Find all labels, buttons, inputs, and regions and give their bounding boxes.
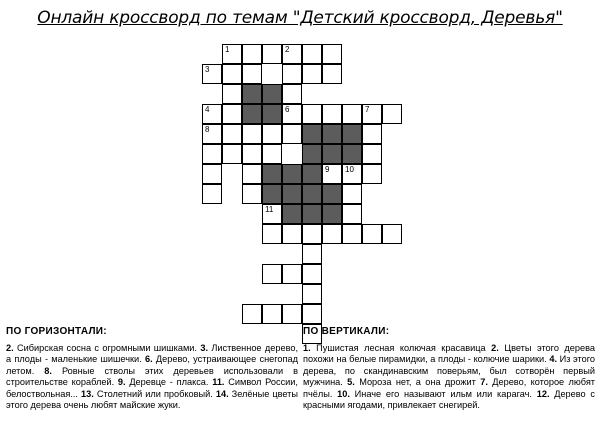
grid-cell-blocked	[242, 104, 262, 124]
clue-text: Дерево с красными ягодами, привлекает снегирей.	[303, 388, 595, 411]
grid-cell[interactable]	[282, 104, 302, 124]
grid-cell-blocked	[242, 84, 262, 104]
cell-number: 9	[325, 165, 330, 174]
clue-number: 4.	[549, 354, 557, 365]
grid-cell-blocked	[282, 204, 302, 224]
clue-text: Ровные стволы этих деревьев использовали в строительстве кораблей.	[6, 365, 298, 388]
grid-cell[interactable]	[242, 64, 262, 84]
clue-text: Столетний или пробковый.	[93, 388, 216, 399]
across-clue	[6, 343, 200, 353]
down-heading: ПО ВЕРТИКАЛИ:	[303, 326, 390, 337]
page-title: Онлайн кроссворд по темам "Детский кроссворд, Деревья"	[37, 8, 563, 28]
grid-cell[interactable]	[302, 244, 322, 264]
grid-cell[interactable]	[222, 44, 242, 64]
clue-number: 1.	[303, 343, 311, 353]
grid-cell-blocked	[262, 84, 282, 104]
grid-cell-blocked	[282, 184, 302, 204]
down-clue-list	[303, 343, 595, 411]
cell-number: 11	[265, 205, 274, 214]
grid-cell[interactable]	[282, 264, 302, 284]
down-section	[303, 326, 595, 411]
grid-cell[interactable]	[262, 224, 282, 244]
clue-text: Деревце - плакса.	[125, 377, 213, 388]
grid-cell[interactable]	[322, 44, 342, 64]
grid-cell[interactable]	[302, 44, 322, 64]
clue-number: 14.	[215, 388, 229, 399]
grid-cell[interactable]	[342, 184, 362, 204]
grid-cell[interactable]	[302, 224, 322, 244]
grid-cell[interactable]	[302, 284, 322, 304]
down-clue	[303, 343, 491, 353]
clue-number: 13.	[81, 388, 94, 399]
cell-number: 4	[205, 105, 210, 114]
grid-cell[interactable]	[222, 124, 242, 144]
grid-cell[interactable]	[242, 124, 262, 144]
clue-number: 7.	[480, 377, 488, 388]
grid-cell-blocked	[262, 164, 282, 184]
grid-cell[interactable]	[302, 304, 322, 324]
grid-cell[interactable]	[202, 104, 222, 124]
grid-cell-blocked	[302, 184, 322, 204]
clue-number: 11.	[212, 377, 225, 388]
grid-cell[interactable]	[322, 224, 342, 244]
grid-cell[interactable]	[242, 184, 262, 204]
grid-cell[interactable]	[282, 64, 302, 84]
grid-cell-blocked	[342, 124, 362, 144]
grid-cell-blocked	[282, 164, 302, 184]
grid-cell-blocked	[302, 204, 322, 224]
clue-number: 5.	[347, 377, 355, 388]
grid-cell[interactable]	[302, 104, 322, 124]
grid-cell[interactable]	[202, 64, 222, 84]
grid-cell[interactable]	[342, 204, 362, 224]
grid-cell-blocked	[322, 204, 342, 224]
grid-cell[interactable]	[202, 184, 222, 204]
cell-number: 1	[225, 45, 230, 54]
clue-number: 2.	[6, 343, 14, 353]
clue-text: Пушистая лесная колючая красавица	[310, 343, 492, 353]
grid-cell[interactable]	[282, 124, 302, 144]
grid-cell-blocked	[302, 124, 322, 144]
cell-number: 6	[285, 105, 290, 114]
grid-cell[interactable]	[202, 124, 222, 144]
clue-text: Из этого дерева, по скандинавским поверьям, был сотворён первый мужчина.	[303, 354, 595, 388]
grid-cell[interactable]	[242, 44, 262, 64]
clue-text: Цветы этого дерева похожи на белые пирамидки, а плоды - колючие шарики.	[303, 343, 595, 365]
clue-number: 3.	[200, 343, 208, 353]
grid-cell[interactable]	[342, 164, 362, 184]
grid-cell[interactable]	[362, 104, 382, 124]
across-clue	[118, 377, 212, 387]
clue-text: Дерево, устраивающее снегопад летом.	[6, 354, 298, 376]
grid-cell[interactable]	[242, 164, 262, 184]
cell-number: 2	[285, 45, 290, 54]
grid-cell-blocked	[342, 144, 362, 164]
grid-cell-blocked	[322, 124, 342, 144]
cell-number: 8	[205, 125, 210, 134]
cell-number: 3	[205, 65, 210, 74]
down-clue	[347, 377, 480, 387]
grid-cell[interactable]	[262, 204, 282, 224]
grid-cell[interactable]	[282, 84, 302, 104]
grid-cell-blocked	[322, 184, 342, 204]
across-section	[6, 326, 298, 411]
clue-number: 8.	[44, 365, 52, 376]
grid-cell[interactable]	[222, 64, 242, 84]
clue-text: Дерево, которое любят пчёлы.	[303, 377, 596, 399]
grid-cell[interactable]	[342, 104, 362, 124]
grid-cell[interactable]	[222, 84, 242, 104]
grid-cell[interactable]	[362, 144, 382, 164]
across-heading: ПО ГОРИЗОНТАЛИ:	[6, 326, 107, 337]
grid-cell-blocked	[302, 164, 322, 184]
grid-cell[interactable]	[222, 144, 242, 164]
down-clue	[337, 389, 537, 399]
grid-cell[interactable]	[282, 44, 302, 64]
grid-cell[interactable]	[362, 224, 382, 244]
grid-cell[interactable]	[302, 64, 322, 84]
grid-cell[interactable]	[262, 264, 282, 284]
cell-number: 10	[345, 165, 354, 174]
clue-number: 2.	[491, 343, 499, 353]
cell-number: 7	[365, 105, 370, 114]
grid-cell[interactable]	[302, 264, 322, 284]
grid-cell-blocked	[322, 144, 342, 164]
clue-text: Зелёные цветы этого дерева очень любят майские жуки.	[6, 388, 298, 411]
grid-cell[interactable]	[222, 104, 242, 124]
across-clue	[81, 389, 216, 399]
grid-cell[interactable]	[382, 104, 402, 124]
grid-cell[interactable]	[242, 304, 262, 324]
clue-number: 9.	[117, 377, 126, 388]
clue-text: Лиственное дерево, а плоды - маленькие шишечки.	[6, 343, 299, 365]
clue-number: 12.	[536, 388, 550, 399]
grid-cell-blocked	[262, 184, 282, 204]
grid-cell[interactable]	[242, 144, 262, 164]
across-clue-list	[6, 343, 298, 411]
grid-cell[interactable]	[342, 224, 362, 244]
clue-text: Сибирская сосна с огромными шишками.	[13, 343, 201, 353]
clue-text: Мороза нет, а она дрожит	[354, 377, 481, 388]
grid-cell[interactable]	[202, 144, 222, 164]
grid-cell[interactable]	[362, 124, 382, 144]
grid-cell[interactable]	[322, 104, 342, 124]
clue-text: Символ России, белоствольная...	[6, 377, 298, 399]
grid-cell[interactable]	[282, 304, 302, 324]
grid-cell[interactable]	[262, 304, 282, 324]
clue-number: 10.	[337, 388, 350, 399]
grid-cell[interactable]	[262, 44, 282, 64]
grid-cell[interactable]	[262, 124, 282, 144]
grid-cell[interactable]	[322, 164, 342, 184]
clue-number: 6.	[144, 354, 153, 365]
grid-cell[interactable]	[262, 144, 282, 164]
grid-cell[interactable]	[282, 224, 302, 244]
grid-cell-blocked	[262, 104, 282, 124]
grid-cell-blocked	[302, 144, 322, 164]
grid-cell[interactable]	[382, 224, 402, 244]
grid-cell[interactable]	[362, 164, 382, 184]
clue-text: Иначе его называют ильм или карагач.	[349, 388, 537, 399]
grid-cell[interactable]	[202, 164, 222, 184]
grid-cell[interactable]	[322, 64, 342, 84]
